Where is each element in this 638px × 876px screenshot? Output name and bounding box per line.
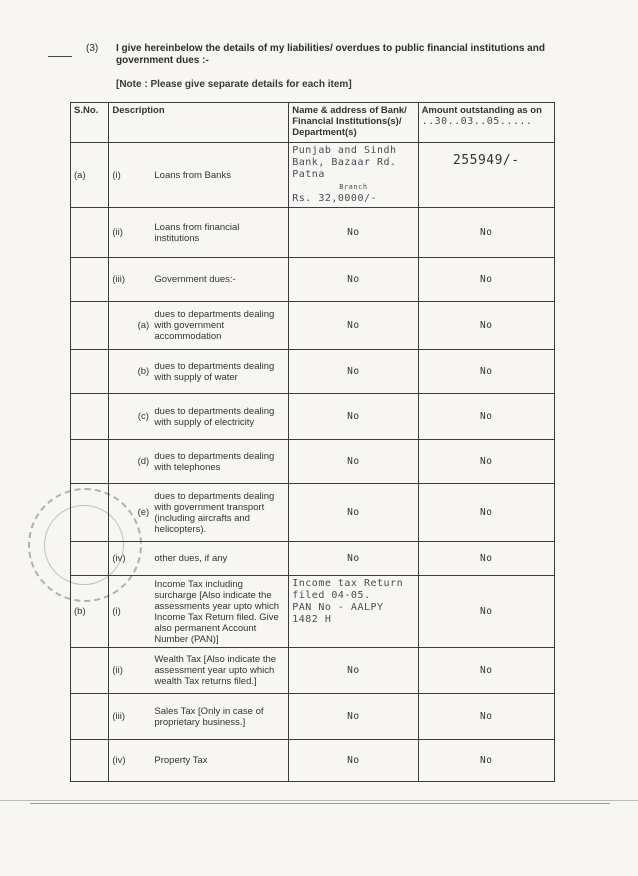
col-sno: S.No. bbox=[71, 103, 109, 143]
row-amount: No bbox=[418, 648, 554, 694]
col-amount bbox=[418, 103, 554, 143]
row-name-address: No bbox=[289, 302, 418, 350]
row-description-text: Loans from Banks bbox=[154, 169, 231, 181]
row-amount: No bbox=[418, 542, 554, 576]
row-description bbox=[109, 302, 289, 350]
row-sno bbox=[71, 440, 109, 484]
row-amount: No bbox=[418, 484, 554, 542]
col-amount-label: Amount outstanding as on bbox=[421, 105, 542, 116]
col-name-address: Name & address of Bank/ Financial Institutions(s)/ Department(s) bbox=[289, 103, 418, 143]
handwritten-line: filed 04-05. bbox=[292, 590, 371, 601]
row-sno bbox=[71, 542, 109, 576]
row-sno bbox=[71, 484, 109, 542]
row-number: (i) bbox=[112, 169, 121, 181]
table-row bbox=[71, 694, 555, 740]
row-sub-letter: (a) bbox=[137, 320, 150, 331]
row-sub-letter: (d) bbox=[137, 456, 150, 467]
row-name-address: No bbox=[289, 648, 418, 694]
row-sno bbox=[71, 208, 109, 258]
row-sno bbox=[71, 648, 109, 694]
row-name-address: No bbox=[289, 740, 418, 782]
row-name-address: No bbox=[289, 394, 418, 440]
table-row bbox=[71, 394, 555, 440]
table-row bbox=[71, 542, 555, 576]
handwritten-line: Branch bbox=[339, 183, 368, 191]
table-row bbox=[71, 302, 555, 350]
row-number: (i) bbox=[112, 606, 121, 617]
row-number: (iii) bbox=[112, 711, 126, 722]
footer-rule-2 bbox=[30, 803, 610, 804]
row-name-address: No bbox=[289, 258, 418, 302]
row-number: (iii) bbox=[112, 274, 126, 285]
row-sno bbox=[71, 258, 109, 302]
row-number: (iv) bbox=[112, 755, 126, 766]
row-amount: No bbox=[418, 740, 554, 782]
row-description-text: Sales Tax [Only in case of proprietary business.] bbox=[154, 705, 264, 728]
row-sub-letter: (e) bbox=[137, 507, 150, 518]
row-description bbox=[109, 258, 289, 302]
table-row bbox=[71, 258, 555, 302]
row-description bbox=[109, 484, 289, 542]
row-sno bbox=[71, 302, 109, 350]
row-description bbox=[109, 576, 289, 648]
row-amount: No bbox=[418, 258, 554, 302]
row-amount: No bbox=[418, 576, 554, 648]
margin-mark bbox=[48, 56, 72, 57]
row-name-address: No bbox=[289, 440, 418, 484]
row-sub-letter: (c) bbox=[137, 411, 149, 422]
handwritten-line: Punjab and Sindh bbox=[292, 145, 397, 156]
table-row bbox=[71, 648, 555, 694]
row-description-text: Wealth Tax [Also indicate the assessment year upto which wealth Tax returns filed.] bbox=[154, 654, 277, 687]
col-description: Description bbox=[109, 103, 289, 143]
row-name-address bbox=[289, 143, 418, 208]
item-number: (3) bbox=[86, 43, 99, 54]
table-row bbox=[71, 143, 555, 208]
row-description bbox=[109, 143, 289, 208]
row-description-text: dues to departments dealing with government accommodation bbox=[154, 309, 275, 342]
row-number: (iv) bbox=[112, 553, 126, 564]
row-description-text: Government dues:- bbox=[154, 274, 236, 285]
row-sno bbox=[71, 694, 109, 740]
row-description-text: dues to departments dealing with government transport (including aircrafts and helicopters). bbox=[154, 490, 275, 535]
row-sno: (a) bbox=[71, 143, 109, 208]
row-amount: No bbox=[418, 440, 554, 484]
row-description bbox=[109, 648, 289, 694]
note-text: [Note : Please give separate details for each item] bbox=[116, 79, 352, 90]
row-description bbox=[109, 740, 289, 782]
row-sno bbox=[71, 740, 109, 782]
table-row bbox=[71, 484, 555, 542]
row-number: (ii) bbox=[112, 227, 123, 238]
row-description bbox=[109, 694, 289, 740]
row-description-text: dues to departments dealing with telephones bbox=[154, 450, 275, 473]
table-row bbox=[71, 576, 555, 648]
row-description-text: Property Tax bbox=[154, 755, 208, 766]
table-row bbox=[71, 350, 555, 394]
row-amount: No bbox=[418, 302, 554, 350]
handwritten-line: Rs. 32,0000/- bbox=[292, 193, 378, 204]
row-name-address: No bbox=[289, 350, 418, 394]
handwritten-line: Bank, Bazaar Rd. Patna bbox=[292, 157, 397, 180]
row-description bbox=[109, 394, 289, 440]
row-amount: No bbox=[418, 350, 554, 394]
row-name-address: No bbox=[289, 542, 418, 576]
row-name-address bbox=[289, 576, 418, 648]
row-description-text: dues to departments dealing with supply of water bbox=[154, 360, 275, 383]
row-number: (ii) bbox=[112, 665, 123, 676]
row-amount: No bbox=[418, 208, 554, 258]
row-description-text: other dues, if any bbox=[154, 553, 228, 564]
liabilities-statement: I give hereinbelow the details of my liabilities/ overdues to public financial institutions and government dues :- bbox=[116, 43, 545, 66]
table-row bbox=[71, 440, 555, 484]
col-amount-date: ..30..03..05..... bbox=[421, 116, 533, 127]
row-description bbox=[109, 350, 289, 394]
handwritten-line: PAN No - AALPY 1482 H bbox=[292, 602, 384, 625]
handwritten-line: Income tax Return bbox=[292, 578, 404, 589]
table-row bbox=[71, 208, 555, 258]
row-sno bbox=[71, 394, 109, 440]
table-header-row bbox=[71, 103, 555, 143]
row-name-address: No bbox=[289, 208, 418, 258]
footer-rule bbox=[0, 800, 638, 801]
table-row bbox=[71, 740, 555, 782]
row-description bbox=[109, 208, 289, 258]
row-description-text: Loans from financial institutions bbox=[154, 221, 240, 244]
row-description-text: dues to departments dealing with supply of electricity bbox=[154, 405, 275, 428]
row-name-address: No bbox=[289, 694, 418, 740]
row-description bbox=[109, 542, 289, 576]
row-sno: (b) bbox=[71, 576, 109, 648]
liabilities-table bbox=[70, 102, 555, 782]
row-amount: 255949/- bbox=[418, 143, 554, 208]
row-sub-letter: (b) bbox=[137, 366, 150, 377]
row-name-address: No bbox=[289, 484, 418, 542]
row-amount: No bbox=[418, 694, 554, 740]
row-sno bbox=[71, 350, 109, 394]
row-amount: No bbox=[418, 394, 554, 440]
row-description bbox=[109, 440, 289, 484]
row-description-text: Income Tax including surcharge [Also indicate the assessments year upto which Income Tax Return filed. Give also permanent Account Number (PAN)] bbox=[154, 578, 280, 645]
